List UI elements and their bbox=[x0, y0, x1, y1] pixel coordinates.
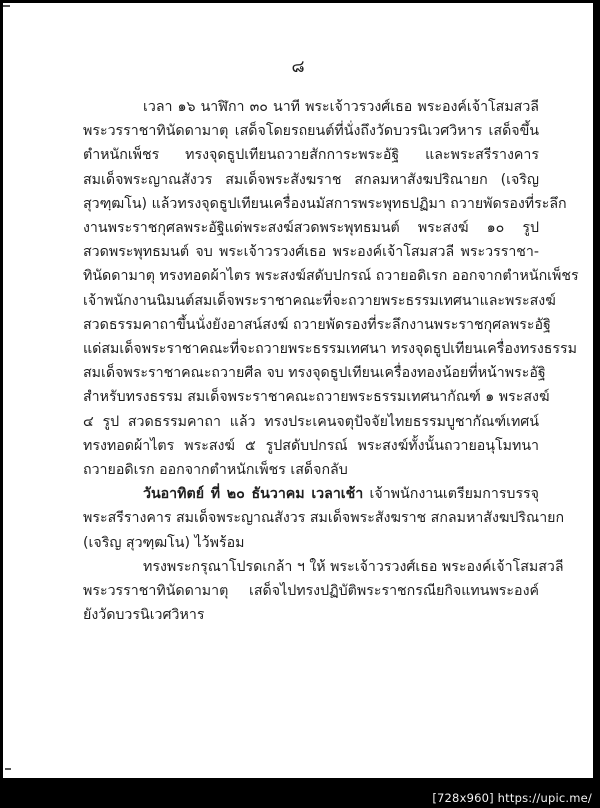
date-heading: วันอาทิตย์ ที่ ๒๐ ธันวาคม เวลาเช้า bbox=[143, 486, 364, 503]
text-line: แด่สมเด็จพระราชาคณะที่จะถวายพระธรรมเทศนา ทรงจุดธูปเทียนเครื่องทรงธรรม bbox=[83, 341, 578, 358]
text-line: พระวรราชาทินัดดามาตุ เสด็จโดยรถยนต์ที่นั่งถึงวัดบวรนิเวศวิหาร เสด็จขึ้น bbox=[83, 123, 539, 140]
text-line: ทรงพระกรุณาโปรดเกล้า ฯ ให้ พระเจ้าวรวงศ์เธอ พระองค์เจ้าโสมสวลี bbox=[143, 558, 564, 575]
text-line: ตำหนักเพ็ชร ทรงจุดธูปเทียนถวายสักการะพระอัฐิ และพระสรีรางคาร bbox=[83, 147, 539, 164]
text-line: งานพระราชกุศลพระอัฐิแด่พระสงฆ์สวดพระพุทธมนต์ พระสงฆ์ ๑๐ รูป bbox=[83, 220, 539, 237]
text-line: ทรงทอดผ้าไตร พระสงฆ์ ๕ รูปสดับปกรณ์ พระสงฆ์ทั้งนั้นถวายอนุโมทนา bbox=[83, 437, 539, 454]
document-page bbox=[3, 3, 593, 778]
document-body bbox=[83, 95, 579, 627]
text-line: พระวรราชาทินัดดามาตุ เสด็จไปทรงปฏิบัติพระราชกรณียกิจแทนพระองค์ bbox=[83, 583, 539, 600]
text-line: พระสรีรางคาร สมเด็จพระญาณสังวร สมเด็จพระสังฆราช สกลมหาสังฆปริณายก bbox=[83, 510, 565, 527]
text-line: เวลา ๑๖ นาฬิกา ๓๐ นาที พระเจ้าวรวงศ์เธอ พระองค์เจ้าโสมสวลี bbox=[143, 99, 539, 115]
text-line: ๔ รูป สวดธรรมคาถา แล้ว ทรงประเคนจตุปัจจัยไทยธรรมบูชากัณฑ์เทศน์ bbox=[83, 413, 539, 430]
text-line: สำหรับทรงธรรม สมเด็จพระราชาคณะถวายพระธรรมเทศนากัณฑ์ ๑ พระสงฆ์ bbox=[83, 389, 550, 406]
text-line: ทินัดดามาตุ ทรงทอดผ้าไตร พระสงฆ์สดับปกรณ์ ถวายอดิเรก ออกจากตำหนักเพ็ชร bbox=[83, 268, 579, 285]
text-line: ถวายอดิเรก ออกจากตำหนักเพ็ชร เสด็จกลับ bbox=[83, 462, 348, 479]
scan-artifact-bottom-left bbox=[5, 768, 11, 770]
text-line: ยังวัดบวรนิเวศวิหาร bbox=[83, 607, 205, 624]
text-line: สวดธรรมคาถาขึ้นนั่งยังอาสน์สงฆ์ ถวายพัดรองที่ระลึกงานพระราชกุศลพระอัฐิ bbox=[83, 316, 551, 333]
text-line: สมเด็จพระญาณสังวร สมเด็จพระสังฆราช สกลมหาสังฆปริณายก (เจริญ bbox=[83, 171, 539, 188]
text-line: สวดพระพุทธมนต์ จบ พระเจ้าวรวงศ์เธอ พระองค์เจ้าโสมสวลี พระวรราชา- bbox=[83, 244, 539, 261]
text-line: (เจริญ สุวฑฺฒโน) ไว้พร้อม bbox=[83, 534, 245, 551]
text-line bbox=[83, 482, 539, 506]
text-line: สมเด็จพระราชาคณะถวายศีล จบ ทรงจุดธูปเทียนเครื่องทองน้อยที่หน้าพระอัฐิ bbox=[83, 365, 546, 382]
page-number: ๘ bbox=[291, 57, 305, 77]
watermark: [728x960] https://upic.me/ bbox=[432, 791, 592, 805]
text-fragment: เจ้าพนักงานเตรียมการบรรจุ bbox=[369, 486, 539, 503]
scan-artifact-top-left bbox=[3, 5, 10, 7]
text-line: สุวฑฺฒโน) แล้วทรงจุดธูปเทียนเครื่องนมัสการพระพุทธปฏิมา ถวายพัดรองที่ระลึก bbox=[83, 195, 567, 212]
text-line: เจ้าพนักงานนิมนต์สมเด็จพระราชาคณะที่จะถวายพระธรรมเทศนาและพระสงฆ์ bbox=[83, 292, 556, 309]
